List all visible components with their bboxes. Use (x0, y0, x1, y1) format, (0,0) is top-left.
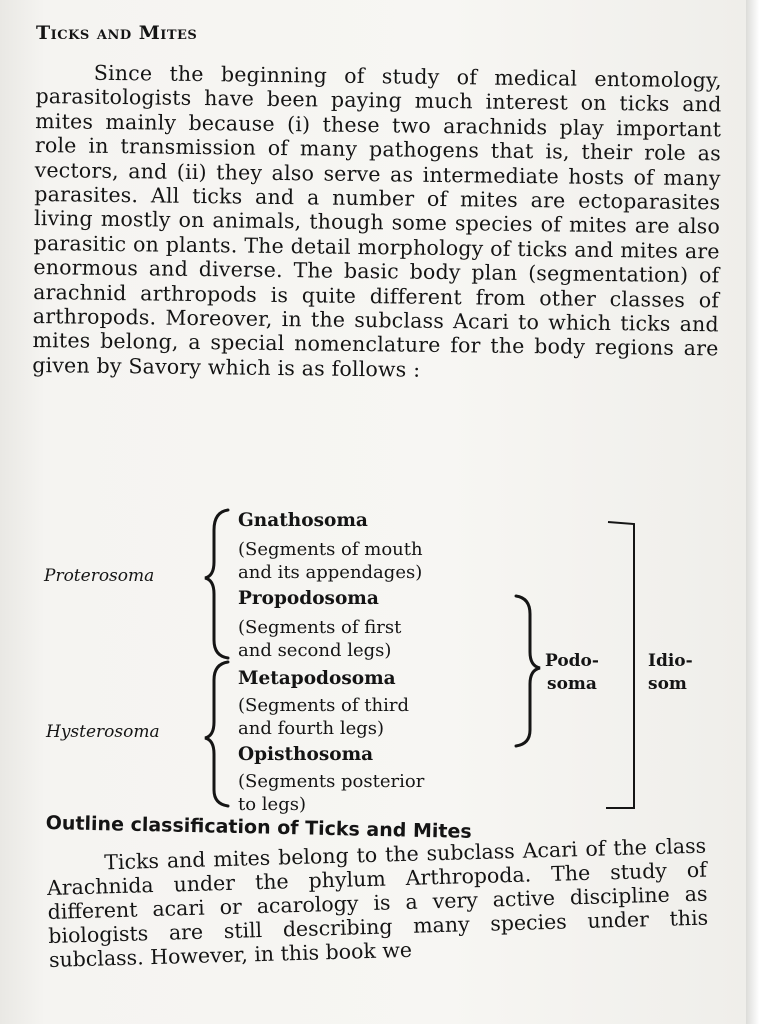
intro-paragraph: Since the beginning of study of medical entomology, parasitologists have been paying much interest on ticks and mites mainly because (i) these two arachnids play important role in transmission of many pathogens that is, their role as vectors, and (ii) they also serve as intermediate hosts of many parasites. All ticks and a number of mites are ectoparasites living mostly on animals, though some species of mites are also parasitic on plants. The detail morphology of ticks and mites are enormous and diverse. The basic body plan (segmentation) of arachnid arthropods is quite different from other classes of arthropods. Moreover, in the subclass Acari to which ticks and mites belong, a special nomenclature for the body regions are given by Savory which is as follows : (32, 60, 722, 382)
idiosoma-line2: som (648, 674, 687, 694)
opisthosoma-desc (238, 770, 538, 816)
idiosoma-label (648, 650, 693, 696)
gnathosoma-desc-line1: (Segments of mouth (238, 539, 423, 560)
body-regions-diagram (0, 500, 748, 820)
gnathosoma-desc (238, 538, 538, 584)
propodosoma-desc-line1: (Segments of first (238, 617, 402, 638)
classification-text-block (46, 834, 709, 972)
opisthosoma-desc-line1: (Segments posterior (238, 771, 425, 792)
section-heading: Ticks and Mites (36, 22, 198, 44)
podosoma-line1: Podo- (545, 651, 599, 671)
opisthosoma-title: Opisthosoma (238, 744, 374, 765)
propodosoma-desc-line2: and second legs) (238, 640, 392, 661)
propodosoma-desc (238, 616, 538, 662)
hysterosoma-label: Hysterosoma (46, 722, 160, 742)
classification-subheading: Outline classification of Ticks and Mites (45, 812, 472, 843)
proterosoma-brace (205, 510, 228, 658)
podosoma-line2: soma (547, 674, 597, 694)
page-edge (746, 0, 768, 1024)
metapodosoma-desc-line1: (Segments of third (238, 695, 409, 716)
metapodosoma-title: Metapodosoma (238, 668, 396, 689)
gnathosoma-desc-line2: and its appendages) (238, 562, 423, 583)
hysterosoma-brace (205, 662, 228, 806)
proterosoma-label: Proterosoma (44, 566, 155, 586)
idiosoma-bracket (606, 522, 634, 808)
metapodosoma-desc (238, 694, 538, 740)
idiosoma-line1: Idio- (648, 651, 693, 671)
podosoma-label (545, 650, 599, 696)
opisthosoma-desc-line2: to legs) (238, 794, 306, 815)
classification-paragraph: Ticks and mites belong to the subclass Acari of the class Arachnida under the phylum Arthropoda. The study of different acari or acarology is a very active discipline as biologists are still describing many species under this subclass. However, in this book we (46, 833, 709, 972)
gnathosoma-title: Gnathosoma (238, 510, 368, 531)
intro-text-block (32, 60, 722, 386)
metapodosoma-desc-line2: and fourth legs) (238, 718, 385, 739)
propodosoma-title: Propodosoma (238, 588, 379, 609)
